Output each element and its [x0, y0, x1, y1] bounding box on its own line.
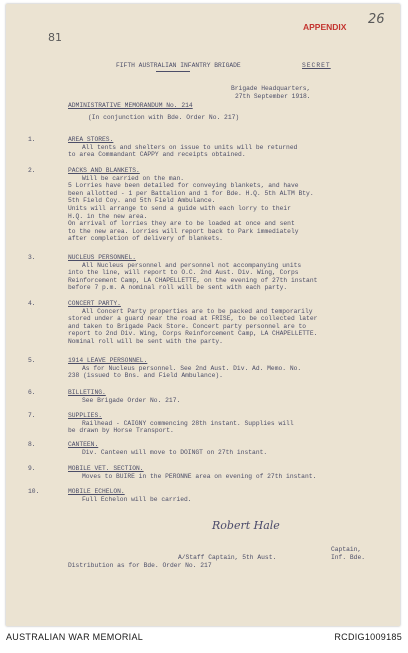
secret-classification: SECRET	[302, 62, 331, 69]
section-text-line: All Nucleus personnel and personnel not accompanying units	[82, 261, 302, 269]
section-text-line: Reinforcement Camp, LA CHAPELLETTE, on the evening of 27th instant	[68, 276, 318, 284]
brigade-title: FIFTH AUSTRALIAN INFANTRY BRIGADE	[116, 62, 241, 69]
section-text-line: Railhead - CAIGNY commencing 28th instant. Supplies will	[82, 419, 294, 427]
hq-location: Brigade Headquarters,	[231, 85, 311, 92]
section-text-line: and taken to Brigade Pack Store. Concert party personnel are to	[68, 322, 307, 330]
section-number: 9.	[28, 465, 36, 472]
section-text-line: Will be carried on the man.	[82, 174, 185, 182]
footer-record-id: RCDIG1009185	[334, 632, 402, 642]
section-text-line: On arrival of lorries they are to be loaded at once and sent	[68, 220, 295, 228]
section-heading: SUPPLIES.	[68, 412, 103, 419]
section-heading: AREA STORES.	[68, 136, 114, 143]
section-text-line: Div. Canteen will move to DOINGT on 27th instant.	[82, 448, 268, 456]
title-rule	[156, 71, 190, 72]
memo-title: ADMINISTRATIVE MEMORANDUM No. 214	[68, 102, 193, 109]
section-text-line: H.Q. in the new area.	[68, 212, 148, 220]
section-heading: PACKS AND BLANKETS.	[68, 167, 140, 174]
section-text-line: stored under a guard near the road at FRISE, to be collected later	[68, 315, 318, 323]
distribution-line: Distribution as for Bde. Order No. 217	[68, 562, 212, 569]
section-text-line: into the line, will report to O.C. 2nd Aust. Div. Wing, Corps	[68, 269, 299, 277]
section-heading: MOBILE VET. SECTION.	[68, 465, 144, 472]
section-heading: CONCERT PARTY.	[68, 300, 121, 307]
section-text-line: Full Echelon will be carried.	[82, 495, 192, 503]
footer-archive-name: AUSTRALIAN WAR MEMORIAL	[6, 632, 144, 642]
section-text-line: be drawn by Horse Transport.	[68, 427, 174, 435]
rank-captain: Captain,	[331, 546, 362, 553]
section-text-line: been allotted - 1 per Battalion and 1 for Bde. H.Q. 5th ALTM Bty.	[68, 189, 314, 197]
section-number: 5.	[28, 357, 36, 364]
section-number: 6.	[28, 389, 36, 396]
section-text-line: Nominal roll will be sent with the party.	[68, 338, 223, 345]
section-number: 4.	[28, 300, 36, 307]
rank-brigade: Inf. Bde.	[331, 554, 366, 561]
section-text-line: report to 2nd Div. Wing, Corps Reinforcement Camp, LA CHAPELLETTE.	[68, 330, 318, 338]
order-reference: (In conjunction with Bde. Order No. 217)	[88, 114, 240, 121]
staff-captain-line: A/Staff Captain, 5th Aust.	[178, 554, 277, 561]
memo-date: 27th September 1918.	[235, 93, 311, 100]
section-heading: CANTEEN.	[68, 441, 99, 448]
section-text-line: after completion of delivery of blankets.	[68, 235, 223, 243]
section-text-line: All tents and shelters on issue to units will be returned	[82, 143, 298, 151]
section-number: 7.	[28, 412, 36, 419]
document-page	[6, 4, 400, 626]
section-text-line: As for Nucleus personnel. See 2nd Aust. Div. Ad. Memo. No.	[82, 364, 302, 372]
section-text-line: before 7 p.m. A nominal roll will be sent with each party.	[68, 284, 288, 292]
appendix-stamp: APPENDIX	[303, 22, 347, 32]
section-text-line: to area Commandant CAPPY and receipts obtained.	[68, 151, 246, 159]
section-heading: NUCLEUS PERSONNEL.	[68, 254, 137, 261]
section-text-line: 5th Field Coy. and 5th Field Ambulance.	[68, 197, 216, 205]
section-text-line: See Brigade Order No. 217.	[82, 396, 181, 404]
folio-number: 81	[48, 31, 62, 44]
section-text-line: 5 Lorries have been detailed for conveying blankets, and have	[68, 182, 299, 190]
section-text-line: to the new area. Lorries will report back to Park immediately	[68, 227, 299, 235]
signature: Robert Hale	[212, 519, 280, 532]
section-text-line: Units will arrange to send a guide with each lorry to their	[68, 205, 291, 212]
section-number: 8.	[28, 441, 36, 448]
section-heading: 1914 LEAVE PERSONNEL.	[68, 357, 148, 364]
section-heading: BILLETING.	[68, 389, 106, 396]
section-text-line: 238 (issued to Bns. and Field Ambulance).	[68, 372, 223, 380]
section-heading: MOBILE ECHELON.	[68, 488, 125, 495]
section-number: 3.	[28, 254, 36, 261]
section-text-line: All Concert Party properties are to be packed and temporarily	[82, 307, 313, 315]
section-number: 1.	[28, 136, 36, 143]
section-number: 2.	[28, 167, 36, 174]
section-number: 10.	[28, 488, 40, 495]
section-text-line: Moves to BUIRE in the PERONNE area on evening of 27th instant.	[82, 472, 317, 480]
handwritten-page-number: 26	[368, 12, 385, 27]
